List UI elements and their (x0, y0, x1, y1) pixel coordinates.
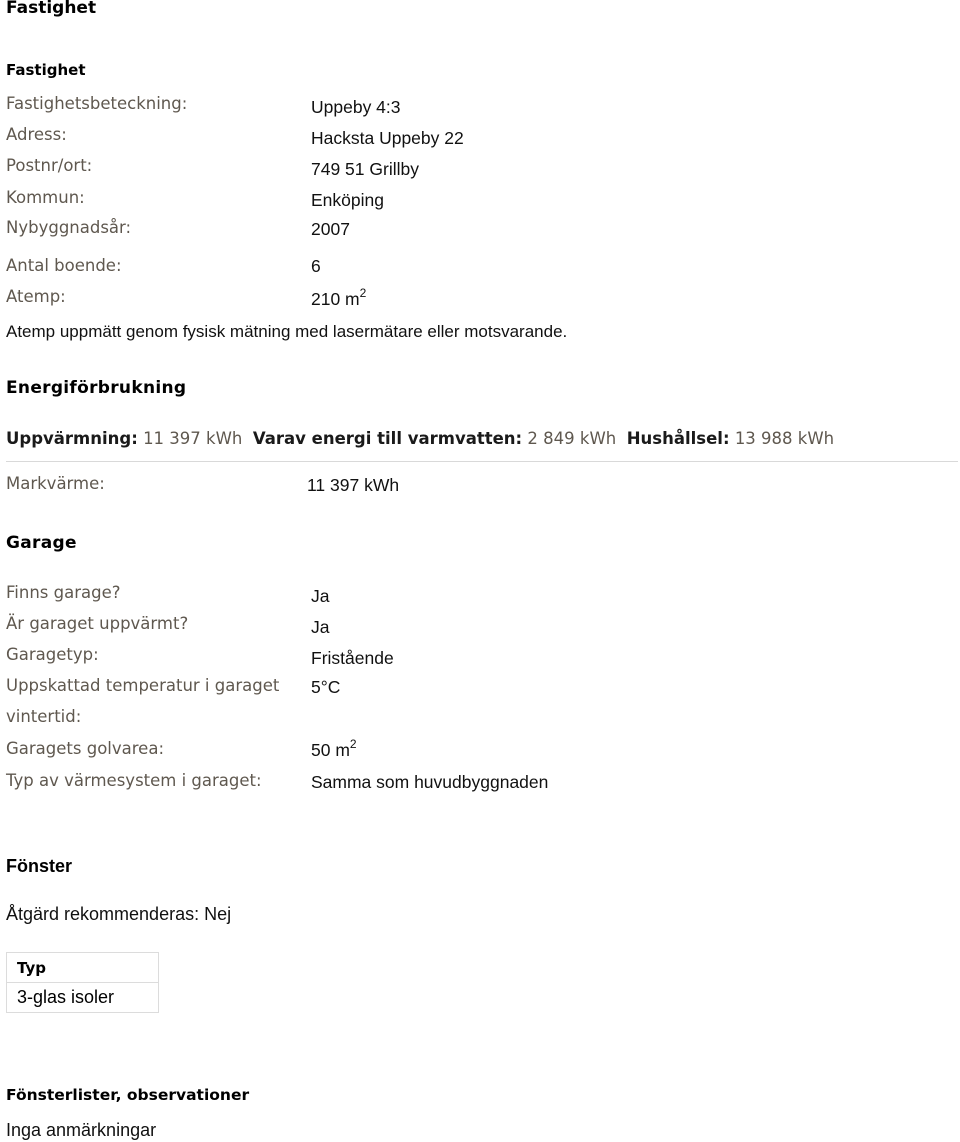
label-markvarme: Markvärme: (6, 474, 105, 493)
value-garaget-uppvarmt: Ja (311, 617, 330, 637)
label-adress: Adress: (6, 125, 67, 144)
energi-heading: Energiförbrukning (6, 378, 187, 398)
value-adress: Hacksta Uppeby 22 (311, 128, 464, 148)
value-finns-garage: Ja (311, 586, 330, 606)
value-markvarme: 11 397 kWh (307, 475, 400, 495)
uppvarmning-label: Uppvärmning: (6, 429, 138, 448)
label-kommun: Kommun: (6, 188, 85, 207)
value-fastighetsbeteckning: Uppeby 4:3 (311, 97, 401, 117)
table-cell-typ: 3-glas isoler (7, 983, 159, 1013)
atemp-note: Atemp uppmätt genom fysisk mätning med lasermätare eller motsvarande. (6, 322, 568, 341)
fonster-table (6, 952, 159, 1013)
label-finns-garage: Finns garage? (6, 583, 121, 602)
value-nybyggnadsar: 2007 (311, 219, 350, 239)
label-temperatur-garage-cont: vintertid: (6, 707, 82, 726)
value-varmesystem-garage: Samma som huvudbyggnaden (311, 772, 549, 792)
value-atemp: 210 $m^2$ (311, 286, 367, 309)
value-golvarea: 50 $m^2$ (311, 737, 357, 760)
varmvatten-label: Varav energi till varmvatten: (252, 429, 523, 448)
table-header-typ: Typ (7, 953, 159, 983)
label-nybyggnadsar: Nybyggnadsår: (6, 218, 132, 237)
value-antal-boende: 6 (311, 256, 321, 276)
label-golvarea: Garagets golvarea: (6, 739, 164, 758)
uppvarmning-value: 11 397 kWh (143, 429, 243, 448)
hushallsel-value: 13 988 kWh (734, 429, 835, 448)
atgard-rekommenderas: Åtgärd rekommenderas: Nej (6, 904, 232, 924)
value-garagetyp: Fristående (311, 648, 394, 668)
value-postnr-ort: 749 51 Grillby (311, 159, 419, 179)
varmvatten-value: 2 849 kWh (527, 429, 617, 448)
fonsterlister-text: Inga anmärkningar (6, 1120, 157, 1140)
label-antal-boende: Antal boende: (6, 256, 122, 275)
value-temperatur-garage: 5°C (311, 677, 341, 697)
fonster-heading: Fönster (6, 856, 73, 876)
page-title: Fastighet (6, 0, 97, 18)
garage-heading: Garage (6, 533, 77, 553)
label-varmesystem-garage: Typ av värmesystem i garaget: (6, 771, 262, 790)
label-temperatur-garage: Uppskattad temperatur i garaget (6, 676, 280, 695)
fonsterlister-heading: Fönsterlister, observationer (6, 1086, 250, 1104)
label-garaget-uppvarmt: Är garaget uppvärmt? (6, 614, 189, 633)
fastighet-heading: Fastighet (6, 61, 86, 79)
label-fastighetsbeteckning: Fastighetsbeteckning: (6, 94, 188, 113)
hushallsel-label: Hushållsel: (626, 429, 730, 448)
value-kommun: Enköping (311, 190, 384, 210)
energi-divider (6, 461, 958, 462)
energi-summary (6, 429, 834, 448)
table-row (7, 983, 159, 1013)
label-garagetyp: Garagetyp: (6, 645, 99, 664)
label-postnr-ort: Postnr/ort: (6, 156, 93, 175)
label-atemp: Atemp: (6, 287, 66, 306)
table-row (7, 953, 159, 983)
